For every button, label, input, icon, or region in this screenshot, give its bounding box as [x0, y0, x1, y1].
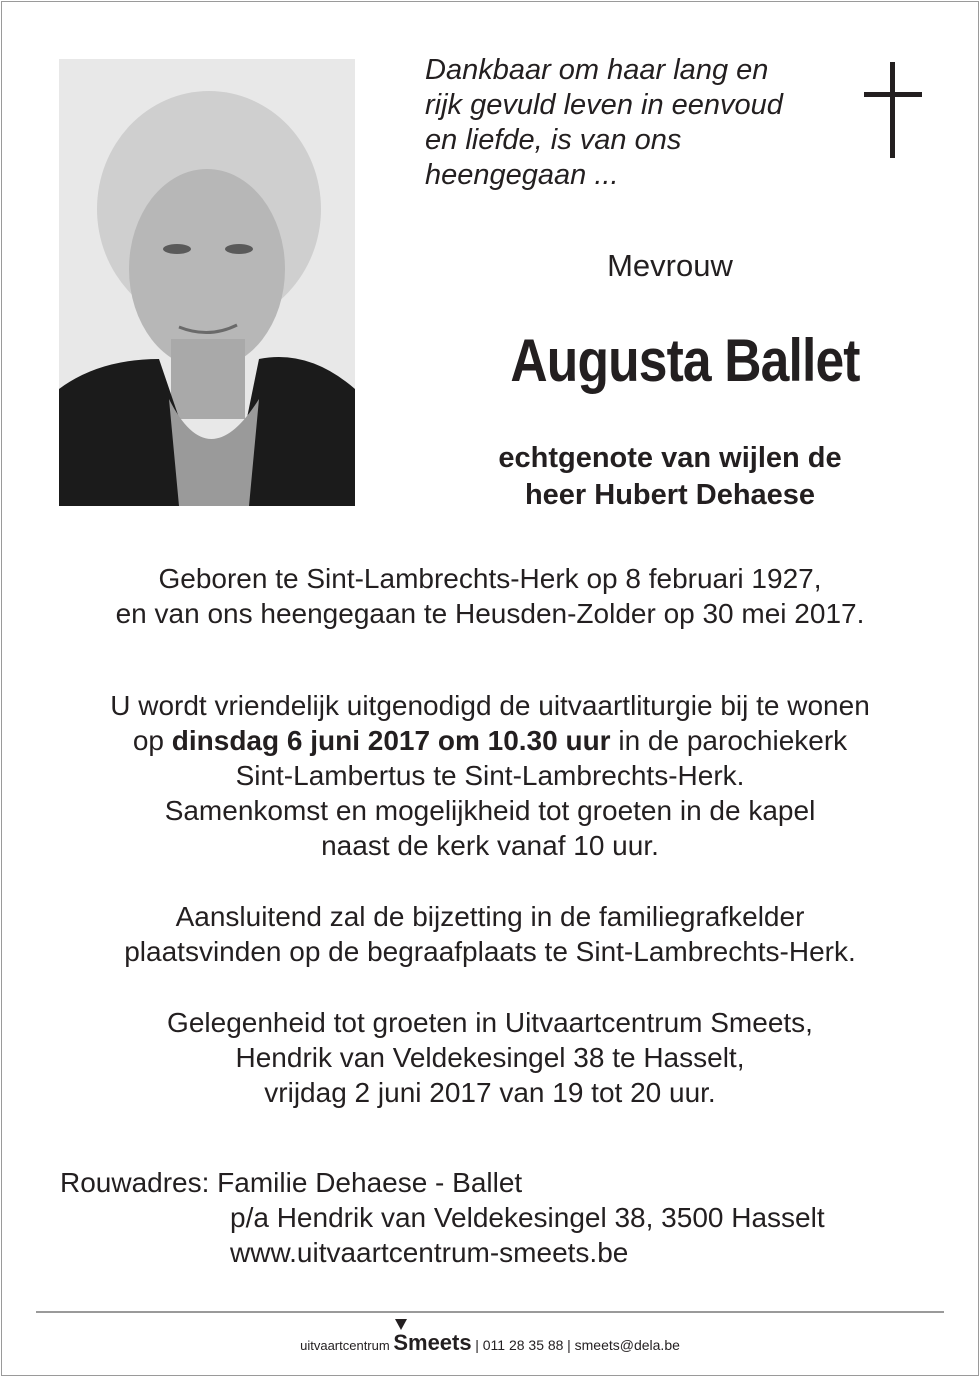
footer-email[interactable]: | smeets@dela.be — [567, 1337, 680, 1353]
burial-text: Aansluitend zal de bijzetting in de familiegrafkelder plaatsvinden op de begraafplaats te Sint-Lambrechts-Herk. — [124, 901, 856, 967]
address-line-2: p/a Hendrik van Veldekesingel 38, 3500 Hasselt — [230, 1202, 825, 1233]
deceased-name: Augusta Ballet — [510, 327, 860, 394]
spouse-line: echtgenote van wijlen de heer Hubert Dehaese — [498, 442, 842, 511]
portrait-photo — [59, 59, 355, 506]
salutation: Mevrouw — [607, 248, 733, 283]
footer-divider — [36, 1311, 944, 1313]
birth-death-text: Geboren te Sint-Lambrechts-Herk op 8 februari 1927, en van ons heengegaan te Heusden-Zolder op 30 mei 2017. — [115, 563, 865, 629]
cross-icon — [864, 62, 922, 158]
mourning-address — [60, 1165, 940, 1270]
funeral-line-2 — [133, 725, 847, 756]
website-link[interactable]: www.uitvaartcentrum-smeets.be — [230, 1237, 629, 1268]
triangle-marker-icon — [395, 1319, 407, 1330]
funeral-line-1: U wordt vriendelijk uitgenodigd de uitvaartliturgie bij te wonen — [110, 690, 870, 721]
funeral-text — [40, 688, 940, 863]
funeral-line-2-pre: op — [132, 725, 172, 756]
funeral-line-2-post: in de parochiekerk — [610, 725, 848, 756]
memorial-quote: Dankbaar om haar lang en rijk gevuld leven in eenvoud en liefde, is van ons heengegaan ... — [425, 54, 783, 191]
address-line-1: Rouwadres: Familie Dehaese - Ballet — [60, 1167, 523, 1198]
funeral-date-time: dinsdag 6 juni 2017 om 10.30 uur — [171, 725, 611, 756]
funeral-rest: Sint-Lambertus te Sint-Lambrechts-Herk. Samenkomst en mogelijkheid tot groeten in de kapel naast de kerk vanaf 10 uur. — [164, 760, 816, 861]
footer-phone: | 011 28 35 88 — [475, 1337, 564, 1353]
footer-prefix: uitvaartcentrum — [300, 1338, 390, 1353]
visitation-text: Gelegenheid tot groeten in Uitvaartcentrum Smeets, Hendrik van Veldekesingel 38 te Hasselt, vrijdag 2 juni 2017 van 19 tot 20 uur. — [167, 1007, 813, 1108]
footer — [0, 1330, 980, 1356]
footer-brand: Smeets — [393, 1330, 472, 1355]
